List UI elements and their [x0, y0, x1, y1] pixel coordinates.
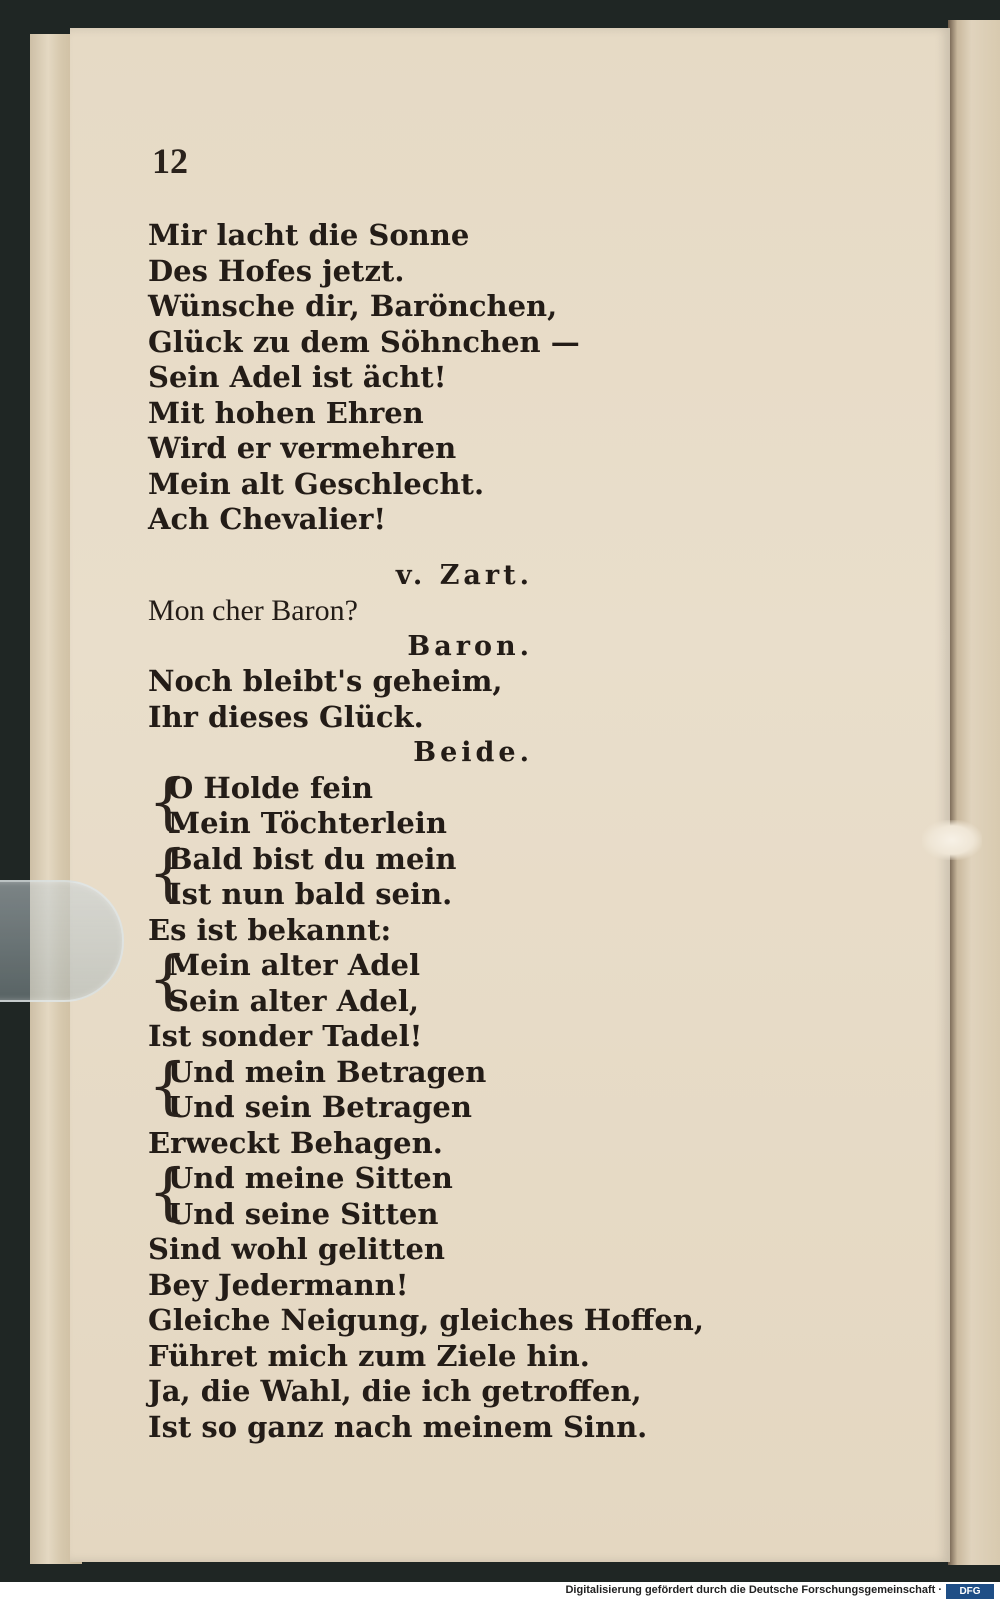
speaker-baron: Baron.: [407, 630, 533, 662]
text-line: Gleiche Neigung, gleiches Hoffen,: [148, 1303, 704, 1337]
poem-text: [148, 218, 704, 1445]
text-line: Sein alter Adel,: [168, 983, 419, 1018]
text-line: Erweckt Behagen.: [148, 1125, 443, 1160]
brace-icon: {: [148, 1155, 188, 1228]
text-line: Und mein Betragen: [168, 1054, 487, 1089]
text-line: Ist nun bald sein.: [168, 877, 453, 911]
brace-icon: {: [148, 835, 188, 909]
text-line: Mein alt Geschlecht.: [148, 466, 485, 501]
text-line: Noch bleibt's geheim,: [148, 664, 503, 698]
text-line: Ist sonder Tadel!: [148, 1019, 423, 1053]
footer-bar: [0, 1582, 1000, 1602]
page-clip: [0, 880, 124, 1002]
dfg-logo-icon: DFG: [946, 1584, 994, 1599]
text-line: Des Hofes jetzt.: [148, 253, 405, 288]
text-line: Wird er vermehren: [148, 431, 457, 465]
brace-group: [148, 764, 648, 842]
brace-group: [148, 1155, 648, 1232]
text-line: Ja, die Wahl, die ich getroffen,: [148, 1374, 642, 1408]
brace-group: [148, 1048, 648, 1126]
text-line: Bey Jedermann!: [148, 1267, 409, 1302]
text-line: Und sein Betragen: [168, 1090, 472, 1124]
brace-icon: {: [148, 942, 188, 1015]
text-line: Und seine Sitten: [168, 1196, 439, 1231]
speaker-zart: v. Zart.: [395, 559, 533, 591]
brace-icon: {: [148, 764, 188, 838]
text-line: Mon cher Baron?: [148, 594, 358, 627]
text-line: Mir lacht die Sonne: [148, 218, 470, 252]
brace-group: [148, 835, 648, 913]
text-line: Ist so ganz nach meinem Sinn.: [148, 1409, 648, 1444]
text-line: Wünsche dir, Barönchen,: [148, 289, 558, 323]
text-line: Und meine Sitten: [168, 1161, 453, 1195]
text-line: Mein Töchterlein: [168, 806, 447, 840]
text-line: Führet mich zum Ziele hin.: [148, 1338, 590, 1373]
brace-icon: {: [148, 1048, 188, 1122]
speaker-beide: Beide.: [413, 737, 533, 768]
text-line: Sein Adel ist ächt!: [148, 360, 447, 394]
text-line: O Holde fein: [168, 770, 373, 805]
page-number: 12: [152, 141, 188, 181]
text-line: Mit hohen Ehren: [148, 395, 424, 430]
facing-page-edge: [948, 20, 1000, 1565]
text-line: Ach Chevalier!: [148, 502, 387, 536]
brace-group: [148, 942, 648, 1019]
text-line: Mein alter Adel: [168, 948, 421, 982]
text-line: Ihr dieses Glück.: [148, 699, 424, 734]
text-line: Glück zu dem Söhnchen —: [148, 324, 580, 359]
text-line: Bald bist du mein: [168, 841, 457, 876]
text-line: Es ist bekannt:: [148, 912, 392, 947]
funding-credit: Digitalisierung gefördert durch die Deutsche Forschungsgemeinschaft ·: [565, 1584, 942, 1596]
text-line: Sind wohl gelitten: [148, 1232, 446, 1266]
binding-thread: [922, 820, 982, 860]
